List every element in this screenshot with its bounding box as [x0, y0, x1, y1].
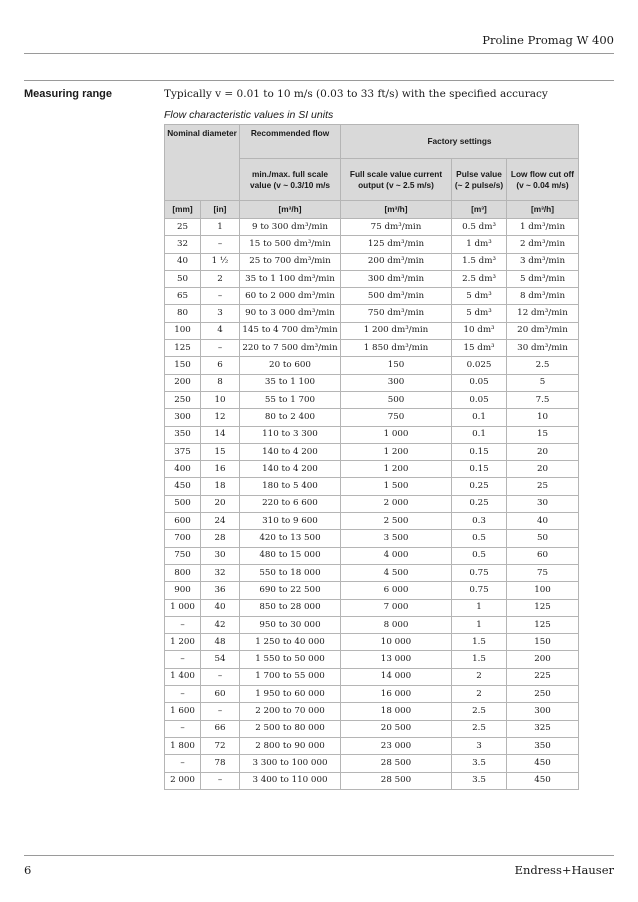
cell-low-flow-cutoff: 1 dm³/min: [507, 219, 579, 236]
unit-in: [in]: [201, 201, 240, 219]
cell-full-scale-current: 8 000: [341, 616, 452, 633]
cell-pulse-value: 15 dm³: [452, 340, 507, 357]
cell-pulse-value: 0.75: [452, 564, 507, 581]
cell-pulse-value: 0.05: [452, 391, 507, 408]
cell-low-flow-cutoff: 40: [507, 513, 579, 530]
cell-low-flow-cutoff: 5: [507, 374, 579, 391]
footer-brand: Endress+Hauser: [514, 863, 614, 877]
cell-nominal-mm: 1 200: [165, 634, 201, 651]
table-body: [165, 219, 579, 790]
cell-nominal-mm: 250: [165, 391, 201, 408]
cell-low-flow-cutoff: 3 dm³/min: [507, 253, 579, 270]
cell-low-flow-cutoff: 8 dm³/min: [507, 288, 579, 305]
cell-nominal-mm: 40: [165, 253, 201, 270]
cell-pulse-value: 3.5: [452, 755, 507, 772]
cell-pulse-value: 1: [452, 616, 507, 633]
cell-nominal-in: 60: [201, 686, 240, 703]
cell-low-flow-cutoff: 5 dm³/min: [507, 270, 579, 287]
cell-full-scale-current: 10 000: [341, 634, 452, 651]
cell-nominal-in: –: [201, 288, 240, 305]
cell-recommended-flow: 850 to 28 000: [240, 599, 341, 616]
table-row: [165, 599, 579, 616]
cell-recommended-flow: 220 to 6 600: [240, 495, 341, 512]
cell-pulse-value: 0.05: [452, 374, 507, 391]
table-row: [165, 634, 579, 651]
cell-recommended-flow: 3 300 to 100 000: [240, 755, 341, 772]
table-row: [165, 547, 579, 564]
cell-nominal-in: –: [201, 772, 240, 789]
cell-nominal-in: 8: [201, 374, 240, 391]
table-row: [165, 651, 579, 668]
cell-full-scale-current: 1 200 dm³/min: [341, 322, 452, 339]
cell-nominal-mm: 1 800: [165, 737, 201, 754]
unit-recommended-flow: [m³/h]: [240, 201, 341, 219]
cell-pulse-value: 1 dm³: [452, 236, 507, 253]
cell-nominal-in: –: [201, 668, 240, 685]
cell-full-scale-current: 1 000: [341, 426, 452, 443]
cell-pulse-value: 1.5 dm³: [452, 253, 507, 270]
cell-full-scale-current: 1 200: [341, 443, 452, 460]
cell-nominal-mm: 300: [165, 409, 201, 426]
cell-recommended-flow: 90 to 3 000 dm³/min: [240, 305, 341, 322]
cell-recommended-flow: 110 to 3 300: [240, 426, 341, 443]
section-divider: [24, 80, 614, 81]
cell-nominal-in: 3: [201, 305, 240, 322]
cell-nominal-mm: 500: [165, 495, 201, 512]
table-row: [165, 374, 579, 391]
cell-full-scale-current: 750 dm³/min: [341, 305, 452, 322]
table-row: [165, 495, 579, 512]
table-row: [165, 270, 579, 287]
cell-nominal-mm: 700: [165, 530, 201, 547]
table-row: [165, 478, 579, 495]
table-row: [165, 253, 579, 270]
cell-pulse-value: 0.3: [452, 513, 507, 530]
cell-recommended-flow: 550 to 18 000: [240, 564, 341, 581]
cell-nominal-in: –: [201, 236, 240, 253]
cell-nominal-in: 20: [201, 495, 240, 512]
cell-low-flow-cutoff: 125: [507, 599, 579, 616]
cell-nominal-mm: 1 600: [165, 703, 201, 720]
cell-nominal-in: 12: [201, 409, 240, 426]
cell-nominal-in: 4: [201, 322, 240, 339]
cell-low-flow-cutoff: 250: [507, 686, 579, 703]
cell-nominal-mm: 125: [165, 340, 201, 357]
cell-full-scale-current: 500 dm³/min: [341, 288, 452, 305]
cell-low-flow-cutoff: 30: [507, 495, 579, 512]
cell-recommended-flow: 145 to 4 700 dm³/min: [240, 322, 341, 339]
table-row: [165, 443, 579, 460]
cell-nominal-mm: 80: [165, 305, 201, 322]
cell-pulse-value: 0.1: [452, 426, 507, 443]
cell-full-scale-current: 6 000: [341, 582, 452, 599]
cell-low-flow-cutoff: 125: [507, 616, 579, 633]
table-caption: Flow characteristic values in SI units: [164, 109, 334, 121]
cell-pulse-value: 0.5: [452, 547, 507, 564]
cell-full-scale-current: 18 000: [341, 703, 452, 720]
cell-nominal-mm: –: [165, 755, 201, 772]
cell-full-scale-current: 7 000: [341, 599, 452, 616]
cell-pulse-value: 0.25: [452, 478, 507, 495]
document-header-title: Proline Promag W 400: [482, 33, 614, 47]
header-minmax-full-scale: min./max. full scale value (v ~ 0.3/10 m/s: [240, 159, 341, 201]
cell-nominal-in: 32: [201, 564, 240, 581]
table-row: [165, 357, 579, 374]
cell-nominal-mm: 200: [165, 374, 201, 391]
cell-full-scale-current: 3 500: [341, 530, 452, 547]
table-row: [165, 426, 579, 443]
table-row: [165, 340, 579, 357]
cell-low-flow-cutoff: 225: [507, 668, 579, 685]
cell-low-flow-cutoff: 450: [507, 772, 579, 789]
cell-recommended-flow: 2 800 to 90 000: [240, 737, 341, 754]
cell-nominal-mm: 750: [165, 547, 201, 564]
cell-low-flow-cutoff: 50: [507, 530, 579, 547]
header-factory-settings: Factory settings: [341, 125, 579, 159]
cell-full-scale-current: 1 500: [341, 478, 452, 495]
cell-low-flow-cutoff: 20 dm³/min: [507, 322, 579, 339]
cell-nominal-mm: 2 000: [165, 772, 201, 789]
cell-low-flow-cutoff: 300: [507, 703, 579, 720]
cell-recommended-flow: 2 200 to 70 000: [240, 703, 341, 720]
cell-recommended-flow: 1 250 to 40 000: [240, 634, 341, 651]
cell-pulse-value: 2.5 dm³: [452, 270, 507, 287]
cell-full-scale-current: 4 000: [341, 547, 452, 564]
cell-full-scale-current: 500: [341, 391, 452, 408]
cell-low-flow-cutoff: 350: [507, 737, 579, 754]
cell-pulse-value: 1.5: [452, 651, 507, 668]
cell-recommended-flow: 9 to 300 dm³/min: [240, 219, 341, 236]
cell-pulse-value: 0.025: [452, 357, 507, 374]
table-row: [165, 288, 579, 305]
cell-pulse-value: 0.1: [452, 409, 507, 426]
cell-low-flow-cutoff: 12 dm³/min: [507, 305, 579, 322]
cell-nominal-mm: 900: [165, 582, 201, 599]
cell-nominal-mm: –: [165, 651, 201, 668]
cell-recommended-flow: 140 to 4 200: [240, 443, 341, 460]
cell-low-flow-cutoff: 60: [507, 547, 579, 564]
cell-full-scale-current: 28 500: [341, 755, 452, 772]
cell-pulse-value: 0.15: [452, 461, 507, 478]
cell-low-flow-cutoff: 10: [507, 409, 579, 426]
cell-recommended-flow: 1 950 to 60 000: [240, 686, 341, 703]
table-row: [165, 703, 579, 720]
cell-nominal-mm: 65: [165, 288, 201, 305]
cell-recommended-flow: 2 500 to 80 000: [240, 720, 341, 737]
table-row: [165, 322, 579, 339]
cell-nominal-mm: 375: [165, 443, 201, 460]
table-row: [165, 409, 579, 426]
cell-nominal-mm: 32: [165, 236, 201, 253]
cell-full-scale-current: 1 850 dm³/min: [341, 340, 452, 357]
cell-pulse-value: 0.5: [452, 530, 507, 547]
table-row: [165, 564, 579, 581]
cell-nominal-mm: 450: [165, 478, 201, 495]
cell-pulse-value: 1.5: [452, 634, 507, 651]
cell-recommended-flow: 310 to 9 600: [240, 513, 341, 530]
cell-recommended-flow: 35 to 1 100: [240, 374, 341, 391]
cell-nominal-mm: 50: [165, 270, 201, 287]
cell-nominal-mm: 25: [165, 219, 201, 236]
cell-low-flow-cutoff: 20: [507, 461, 579, 478]
cell-low-flow-cutoff: 20: [507, 443, 579, 460]
cell-nominal-mm: –: [165, 686, 201, 703]
cell-full-scale-current: 2 500: [341, 513, 452, 530]
cell-nominal-in: 24: [201, 513, 240, 530]
cell-low-flow-cutoff: 2.5: [507, 357, 579, 374]
cell-recommended-flow: 25 to 700 dm³/min: [240, 253, 341, 270]
cell-nominal-mm: 1 000: [165, 599, 201, 616]
cell-recommended-flow: 20 to 600: [240, 357, 341, 374]
header-divider: [24, 53, 614, 54]
cell-nominal-mm: 800: [165, 564, 201, 581]
cell-pulse-value: 0.5 dm³: [452, 219, 507, 236]
cell-recommended-flow: 180 to 5 400: [240, 478, 341, 495]
cell-low-flow-cutoff: 75: [507, 564, 579, 581]
cell-nominal-in: 15: [201, 443, 240, 460]
cell-full-scale-current: 28 500: [341, 772, 452, 789]
cell-pulse-value: 3.5: [452, 772, 507, 789]
cell-nominal-mm: 150: [165, 357, 201, 374]
cell-pulse-value: 2.5: [452, 703, 507, 720]
table-row: [165, 668, 579, 685]
table-row: [165, 686, 579, 703]
cell-pulse-value: 10 dm³: [452, 322, 507, 339]
page-number: 6: [24, 863, 32, 877]
cell-full-scale-current: 23 000: [341, 737, 452, 754]
table-row: [165, 582, 579, 599]
cell-full-scale-current: 300 dm³/min: [341, 270, 452, 287]
cell-nominal-in: 1: [201, 219, 240, 236]
cell-full-scale-current: 2 000: [341, 495, 452, 512]
header-low-flow-cutoff: Low flow cut off (v ~ 0.04 m/s): [507, 159, 579, 201]
cell-nominal-mm: –: [165, 616, 201, 633]
cell-nominal-in: 36: [201, 582, 240, 599]
cell-recommended-flow: 1 700 to 55 000: [240, 668, 341, 685]
cell-full-scale-current: 4 500: [341, 564, 452, 581]
cell-recommended-flow: 80 to 2 400: [240, 409, 341, 426]
cell-nominal-mm: 1 400: [165, 668, 201, 685]
cell-nominal-in: –: [201, 703, 240, 720]
cell-nominal-mm: 600: [165, 513, 201, 530]
cell-full-scale-current: 16 000: [341, 686, 452, 703]
cell-nominal-in: 18: [201, 478, 240, 495]
cell-low-flow-cutoff: 450: [507, 755, 579, 772]
cell-recommended-flow: 950 to 30 000: [240, 616, 341, 633]
cell-low-flow-cutoff: 15: [507, 426, 579, 443]
table-row: [165, 616, 579, 633]
cell-full-scale-current: 150: [341, 357, 452, 374]
table-row: [165, 755, 579, 772]
cell-nominal-mm: 350: [165, 426, 201, 443]
unit-mm: [mm]: [165, 201, 201, 219]
cell-recommended-flow: 55 to 1 700: [240, 391, 341, 408]
cell-recommended-flow: 60 to 2 000 dm³/min: [240, 288, 341, 305]
cell-recommended-flow: 35 to 1 100 dm³/min: [240, 270, 341, 287]
table-row: [165, 219, 579, 236]
cell-low-flow-cutoff: 7.5: [507, 391, 579, 408]
cell-full-scale-current: 750: [341, 409, 452, 426]
cell-pulse-value: 1: [452, 599, 507, 616]
table-row: [165, 391, 579, 408]
cell-low-flow-cutoff: 25: [507, 478, 579, 495]
cell-full-scale-current: 20 500: [341, 720, 452, 737]
table-row: [165, 737, 579, 754]
cell-nominal-in: 16: [201, 461, 240, 478]
cell-nominal-in: 14: [201, 426, 240, 443]
cell-recommended-flow: 140 to 4 200: [240, 461, 341, 478]
cell-low-flow-cutoff: 30 dm³/min: [507, 340, 579, 357]
cell-low-flow-cutoff: 325: [507, 720, 579, 737]
cell-nominal-in: 42: [201, 616, 240, 633]
cell-recommended-flow: 220 to 7 500 dm³/min: [240, 340, 341, 357]
table-row: [165, 720, 579, 737]
cell-recommended-flow: 480 to 15 000: [240, 547, 341, 564]
table-row: [165, 236, 579, 253]
header-recommended-flow: Recommended flow: [240, 125, 341, 159]
cell-pulse-value: 5 dm³: [452, 305, 507, 322]
cell-low-flow-cutoff: 100: [507, 582, 579, 599]
cell-low-flow-cutoff: 150: [507, 634, 579, 651]
cell-full-scale-current: 200 dm³/min: [341, 253, 452, 270]
cell-pulse-value: 2: [452, 668, 507, 685]
cell-pulse-value: 0.25: [452, 495, 507, 512]
cell-full-scale-current: 1 200: [341, 461, 452, 478]
cell-nominal-in: 78: [201, 755, 240, 772]
cell-pulse-value: 5 dm³: [452, 288, 507, 305]
cell-pulse-value: 0.75: [452, 582, 507, 599]
cell-recommended-flow: 690 to 22 500: [240, 582, 341, 599]
table-row: [165, 513, 579, 530]
unit-low-flow: [m³/h]: [507, 201, 579, 219]
cell-nominal-in: –: [201, 340, 240, 357]
cell-nominal-in: 28: [201, 530, 240, 547]
cell-nominal-in: 30: [201, 547, 240, 564]
cell-pulse-value: 2.5: [452, 720, 507, 737]
cell-nominal-mm: 100: [165, 322, 201, 339]
cell-low-flow-cutoff: 200: [507, 651, 579, 668]
cell-nominal-in: 1 ½: [201, 253, 240, 270]
table-row: [165, 772, 579, 789]
table-row: [165, 530, 579, 547]
cell-recommended-flow: 420 to 13 500: [240, 530, 341, 547]
cell-pulse-value: 0.15: [452, 443, 507, 460]
cell-nominal-mm: 400: [165, 461, 201, 478]
cell-nominal-in: 10: [201, 391, 240, 408]
cell-low-flow-cutoff: 2 dm³/min: [507, 236, 579, 253]
table-row: [165, 305, 579, 322]
table-row: [165, 461, 579, 478]
cell-pulse-value: 3: [452, 737, 507, 754]
cell-nominal-in: 6: [201, 357, 240, 374]
unit-pulse: [m³]: [452, 201, 507, 219]
cell-full-scale-current: 13 000: [341, 651, 452, 668]
cell-full-scale-current: 75 dm³/min: [341, 219, 452, 236]
cell-recommended-flow: 1 550 to 50 000: [240, 651, 341, 668]
footer-divider: [24, 855, 614, 856]
cell-nominal-mm: –: [165, 720, 201, 737]
cell-nominal-in: 40: [201, 599, 240, 616]
header-full-scale-current: Full scale value current output (v ~ 2.5 m/s): [341, 159, 452, 201]
cell-full-scale-current: 125 dm³/min: [341, 236, 452, 253]
cell-recommended-flow: 15 to 500 dm³/min: [240, 236, 341, 253]
cell-pulse-value: 2: [452, 686, 507, 703]
cell-full-scale-current: 300: [341, 374, 452, 391]
cell-full-scale-current: 14 000: [341, 668, 452, 685]
cell-nominal-in: 54: [201, 651, 240, 668]
header-pulse-value: Pulse value (~ 2 pulse/s): [452, 159, 507, 201]
cell-nominal-in: 48: [201, 634, 240, 651]
flow-characteristics-table: [164, 124, 579, 790]
cell-nominal-in: 2: [201, 270, 240, 287]
cell-nominal-in: 72: [201, 737, 240, 754]
unit-full-scale: [m³/h]: [341, 201, 452, 219]
cell-nominal-in: 66: [201, 720, 240, 737]
cell-recommended-flow: 3 400 to 110 000: [240, 772, 341, 789]
intro-text: Typically v = 0.01 to 10 m/s (0.03 to 33 ft/s) with the specified accuracy: [164, 88, 548, 100]
header-nominal-diameter: Nominal diameter: [165, 125, 240, 201]
section-label: Measuring range: [24, 88, 113, 100]
